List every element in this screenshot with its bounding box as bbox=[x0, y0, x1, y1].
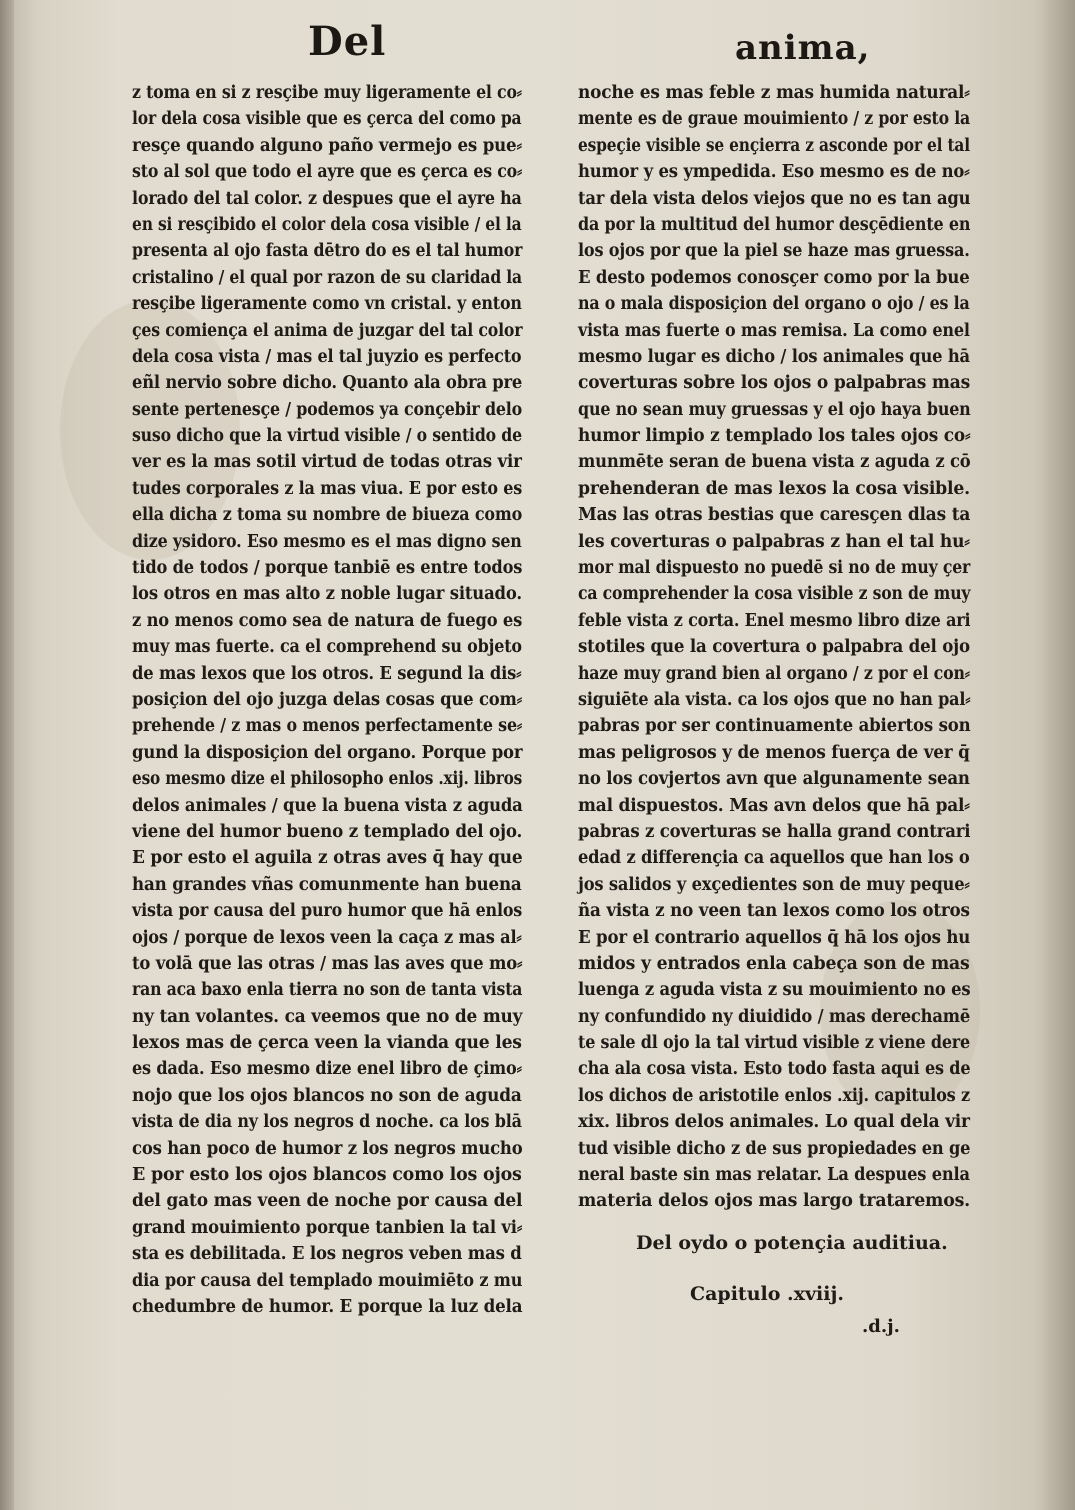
text-line: cha ala cosa vista. Esto todo fasta aqui es de bbox=[578, 1059, 971, 1080]
running-head-right: anima, bbox=[735, 28, 871, 68]
text-line: pabras z coverturas se halla grand contrari bbox=[578, 821, 971, 842]
text-line: cristalino / el qual por razon de su claridad la bbox=[132, 267, 522, 288]
text-line: te sale dl ojo la tal virtud visible z viene dere bbox=[578, 1033, 971, 1054]
text-line: feble vista z corta. Enel mesmo libro dize ari bbox=[578, 610, 971, 631]
text-line: gund la disposiçion del organo. Porque por bbox=[132, 742, 523, 763]
right-text-column bbox=[578, 80, 970, 1215]
text-line: cos han poco de humor z los negros mucho bbox=[132, 1138, 523, 1159]
text-line: mente es de graue mouimiento / z por esto la bbox=[578, 109, 971, 130]
text-line: resçibe ligeramente como vn cristal. y enton bbox=[132, 294, 522, 315]
text-line: tar dela vista delos viejos que no es tan agu bbox=[578, 188, 971, 209]
text-line: vista mas fuerte o mas remisa. La como enel bbox=[578, 320, 970, 341]
text-line: sente pertenesçe / podemos ya conçebir delo bbox=[132, 399, 523, 420]
text-line: nojo que los ojos blancos no son de aguda bbox=[132, 1085, 522, 1106]
text-line: lexos mas de çerca veen la vianda que les bbox=[132, 1033, 522, 1054]
text-line: eso mesmo dize el philosopho enlos .xij. libros bbox=[132, 769, 523, 790]
text-line: pabras por ser continuamente abiertos son bbox=[578, 716, 971, 737]
text-line: muy mas fuerte. ca el comprehend su objeto bbox=[132, 637, 522, 658]
text-line: tudes corporales z la mas viua. E por esto es bbox=[132, 478, 523, 499]
text-line: siguiēte ala vista. ca los ojos que no han pal⸗ bbox=[578, 689, 971, 710]
text-line: Mas las otras bestias que caresçen dlas ta bbox=[578, 505, 971, 526]
text-line: na o mala disposiçion del organo o ojo / es la bbox=[578, 294, 970, 315]
text-line: mesmo lugar es dicho / los animales que hā bbox=[578, 346, 970, 367]
text-line: sto al sol que todo el ayre que es çerca es co⸗ bbox=[132, 162, 523, 183]
text-line: dize ysidoro. Eso mesmo es el mas digno sen bbox=[132, 531, 522, 552]
left-text-column bbox=[132, 80, 522, 1320]
text-line: ran aca baxo enla tierra no son de tanta vista bbox=[132, 980, 523, 1001]
text-line: en si resçibido el color dela cosa visible / el la bbox=[132, 214, 522, 235]
text-line: z no menos como sea de natura de fuego es bbox=[132, 610, 523, 631]
text-line: del gato mas veen de noche por causa del bbox=[132, 1191, 523, 1212]
text-line: eñl nervio sobre dicho. Quanto ala obra pre bbox=[132, 373, 523, 394]
text-line: tido de todos / porque tanbiē es entre todos bbox=[132, 558, 523, 579]
text-line: chedumbre de humor. E porque la luz dela bbox=[132, 1296, 523, 1317]
text-line: mor mal dispuesto no puedē si no de muy çer bbox=[578, 558, 971, 579]
text-line: z toma en si z resçibe muy ligeramente el co⸗ bbox=[132, 83, 522, 103]
text-line: E por el contrario aquellos q̄ hā los ojos hu bbox=[578, 927, 971, 948]
text-line: humor y es ympedida. Eso mesmo es de no⸗ bbox=[578, 162, 970, 183]
text-line: de mas lexos que los otros. E segund la dis⸗ bbox=[132, 663, 522, 684]
text-line: noche es mas feble z mas humida natural⸗ bbox=[578, 83, 970, 103]
text-line: da por la multitud del humor desçēdiente en bbox=[578, 214, 971, 235]
text-line: ojos / porque de lexos veen la caça z mas al⸗ bbox=[132, 927, 522, 948]
text-line: es dada. Eso mesmo dize enel libro de çimo⸗ bbox=[132, 1059, 522, 1080]
text-line: presenta al ojo fasta dētro do es el tal humor bbox=[132, 241, 523, 262]
chapter-number: Capitulo .xviij. bbox=[690, 1283, 844, 1305]
text-line: ver es la mas sotil virtud de todas otras vir bbox=[132, 452, 522, 473]
text-line: çes comiença el anima de juzgar del tal color bbox=[132, 320, 523, 341]
text-line: ny tan volantes. ca veemos que no de muy bbox=[132, 1006, 523, 1027]
text-line: sta es debilitada. E los negros veben mas d bbox=[132, 1244, 522, 1265]
text-line: posiçion del ojo juzga delas cosas que com⸗ bbox=[132, 689, 523, 710]
text-line: ca comprehender la cosa visible z son de muy bbox=[578, 584, 971, 605]
text-line: E por esto los ojos blancos como los ojos bbox=[132, 1165, 522, 1186]
text-line: delos animales / que la buena vista z aguda bbox=[132, 795, 523, 816]
text-line: haze muy grand bien al organo / z por el con⸗ bbox=[578, 663, 970, 684]
text-line: lor dela cosa visible que es çerca del como pa bbox=[132, 109, 522, 130]
text-line: jos salidos y exçedientes son de muy peque⸗ bbox=[578, 874, 970, 895]
page-fold-shadow bbox=[1033, 0, 1075, 1510]
text-line: vista de dia ny los negros d noche. ca los blā bbox=[132, 1112, 522, 1133]
text-line: edad z differençia ca aquellos que han los o bbox=[578, 848, 970, 869]
text-line: viene del humor bueno z templado del ojo. bbox=[132, 821, 523, 842]
text-line: ña vista z no veen tan lexos como los otros bbox=[578, 901, 970, 922]
text-line: xix. libros delos animales. Lo qual dela vir bbox=[578, 1112, 970, 1133]
page-edge bbox=[0, 0, 14, 1510]
text-line: suso dicho que la virtud visible / o sentido de bbox=[132, 426, 522, 447]
text-line: midos y entrados enla cabeça son de mas bbox=[578, 953, 970, 974]
text-line: prehenderan de mas lexos la cosa visible. bbox=[578, 478, 970, 499]
text-line: to volā que las otras / mas las aves que mo⸗ bbox=[132, 953, 523, 974]
text-line: mas peligrosos y de menos fuerça de ver q̄ bbox=[578, 742, 970, 763]
text-line: coverturas sobre los ojos o palpabras mas bbox=[578, 373, 971, 394]
text-line: luenga z aguda vista z su mouimiento no es bbox=[578, 980, 971, 1001]
text-line: dia por causa del templado mouimiēto z mu bbox=[132, 1270, 523, 1291]
text-line: los dichos de aristotile enlos .xij. capitulos z bbox=[578, 1085, 970, 1106]
text-line: tud visible dicho z de sus propiedades en ge bbox=[578, 1138, 971, 1159]
text-line: resçe quando alguno paño vermejo es pue⸗ bbox=[132, 135, 522, 156]
running-head-left: Del bbox=[308, 18, 387, 65]
text-line: stotiles que la covertura o palpabra del ojo bbox=[578, 637, 970, 658]
text-line: E por esto el aguila z otras aves q̄ hay que bbox=[132, 848, 523, 869]
text-line: mal dispuestos. Mas avn delos que hā pal⸗ bbox=[578, 795, 970, 816]
chapter-title: Del oydo o potençia auditiua. bbox=[636, 1232, 948, 1254]
text-line: neral baste sin mas relatar. La despues enla bbox=[578, 1165, 970, 1186]
text-line: lorado del tal color. z despues que el ayre ha bbox=[132, 188, 522, 209]
text-line: espeçie visible se ençierra z asconde por el tal bbox=[578, 135, 970, 156]
text-line: grand mouimiento porque tanbien la tal vi⸗ bbox=[132, 1217, 523, 1238]
signature-mark: .d.j. bbox=[862, 1316, 900, 1337]
text-line: ella dicha z toma su nombre de biueza como bbox=[132, 505, 523, 526]
text-line: ny confundido ny diuidido / mas derechamē bbox=[578, 1006, 971, 1027]
text-line: munmēte seran de buena vista z aguda z cō bbox=[578, 452, 971, 473]
text-line: han grandes vñas comunmente han buena bbox=[132, 874, 522, 895]
text-line: humor limpio z templado los tales ojos co⸗ bbox=[578, 426, 971, 447]
text-line: vista por causa del puro humor que hā enlos bbox=[132, 901, 523, 922]
text-line: E desto podemos conosçer como por la bue bbox=[578, 267, 970, 288]
text-line: que no sean muy gruessas y el ojo haya buen bbox=[578, 399, 971, 420]
text-line: los ojos por que la piel se haze mas gruessa. bbox=[578, 241, 970, 262]
text-line: les coverturas o palpabras z han el tal hu⸗ bbox=[578, 531, 970, 552]
text-line: dela cosa vista / mas el tal juyzio es perfecto bbox=[132, 346, 522, 367]
text-line: los otros en mas alto z noble lugar situado. bbox=[132, 584, 522, 605]
text-line: no los covjertos avn que algunamente sean bbox=[578, 769, 970, 790]
text-line: materia delos ojos mas largo trataremos. bbox=[578, 1191, 971, 1212]
text-line: prehende / z mas o menos perfectamente se⸗ bbox=[132, 716, 523, 737]
